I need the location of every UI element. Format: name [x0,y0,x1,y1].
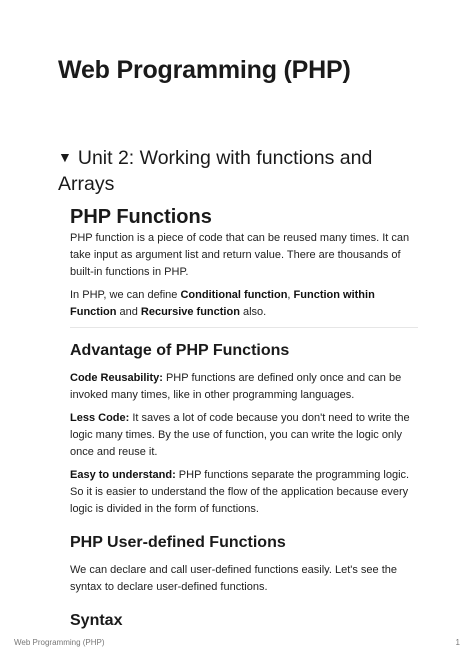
toggle-content [70,204,418,632]
advantages-heading: Advantage of PHP Functions [70,342,290,359]
recursive-function-term: Recursive function [140,306,240,318]
unit-toggle-title: Unit 2: Working with functions and Arrays [58,147,373,195]
advantage-item: Code Reusability: PHP functions are defined only once and can be invoked many times, like in other programming languages. [70,372,402,401]
advantage-label: Easy to understand: [70,469,176,481]
advantage-item: Easy to understand: PHP functions separate the programming logic. So it is easier to understand the flow of the application because every logic is divided in the form of functions. [70,469,410,515]
conditional-function-term: Conditional function [180,289,288,301]
advantage-label: Less Code: [70,412,130,424]
php-functions-paragraph: PHP function is a piece of code that can be reused many times. It can take input as argument list and return value. There are thousands of built-in functions in PHP. [70,232,410,278]
page-number: 1 [455,638,460,647]
syntax-heading: Syntax [70,612,123,629]
php-functions-heading: PHP Functions [70,206,212,228]
advantage-item: Less Code: It saves a lot of code because you don't need to write the logic many times. By the use of function, you can write the logic only once and reuse it. [70,412,410,458]
user-defined-heading: PHP User-defined Functions [70,534,286,551]
document-title: Web Programming (PHP) [58,56,351,84]
advantage-label: Code Reusability: [70,372,163,384]
page-footer [14,638,460,647]
footer-title: Web Programming (PHP) [14,638,105,647]
user-defined-paragraph: We can declare and call user-defined functions easily. Let's see the syntax to declare user-defined functions. [70,564,397,593]
unit-toggle-heading[interactable] [58,144,418,197]
function-within-function-term: Function within Function [70,289,375,318]
triangle-down-icon[interactable]: ▼ [58,149,72,165]
php-functions-types-paragraph: In PHP, we can define Conditional function, Function within Function and Recursive function also. [70,289,375,318]
